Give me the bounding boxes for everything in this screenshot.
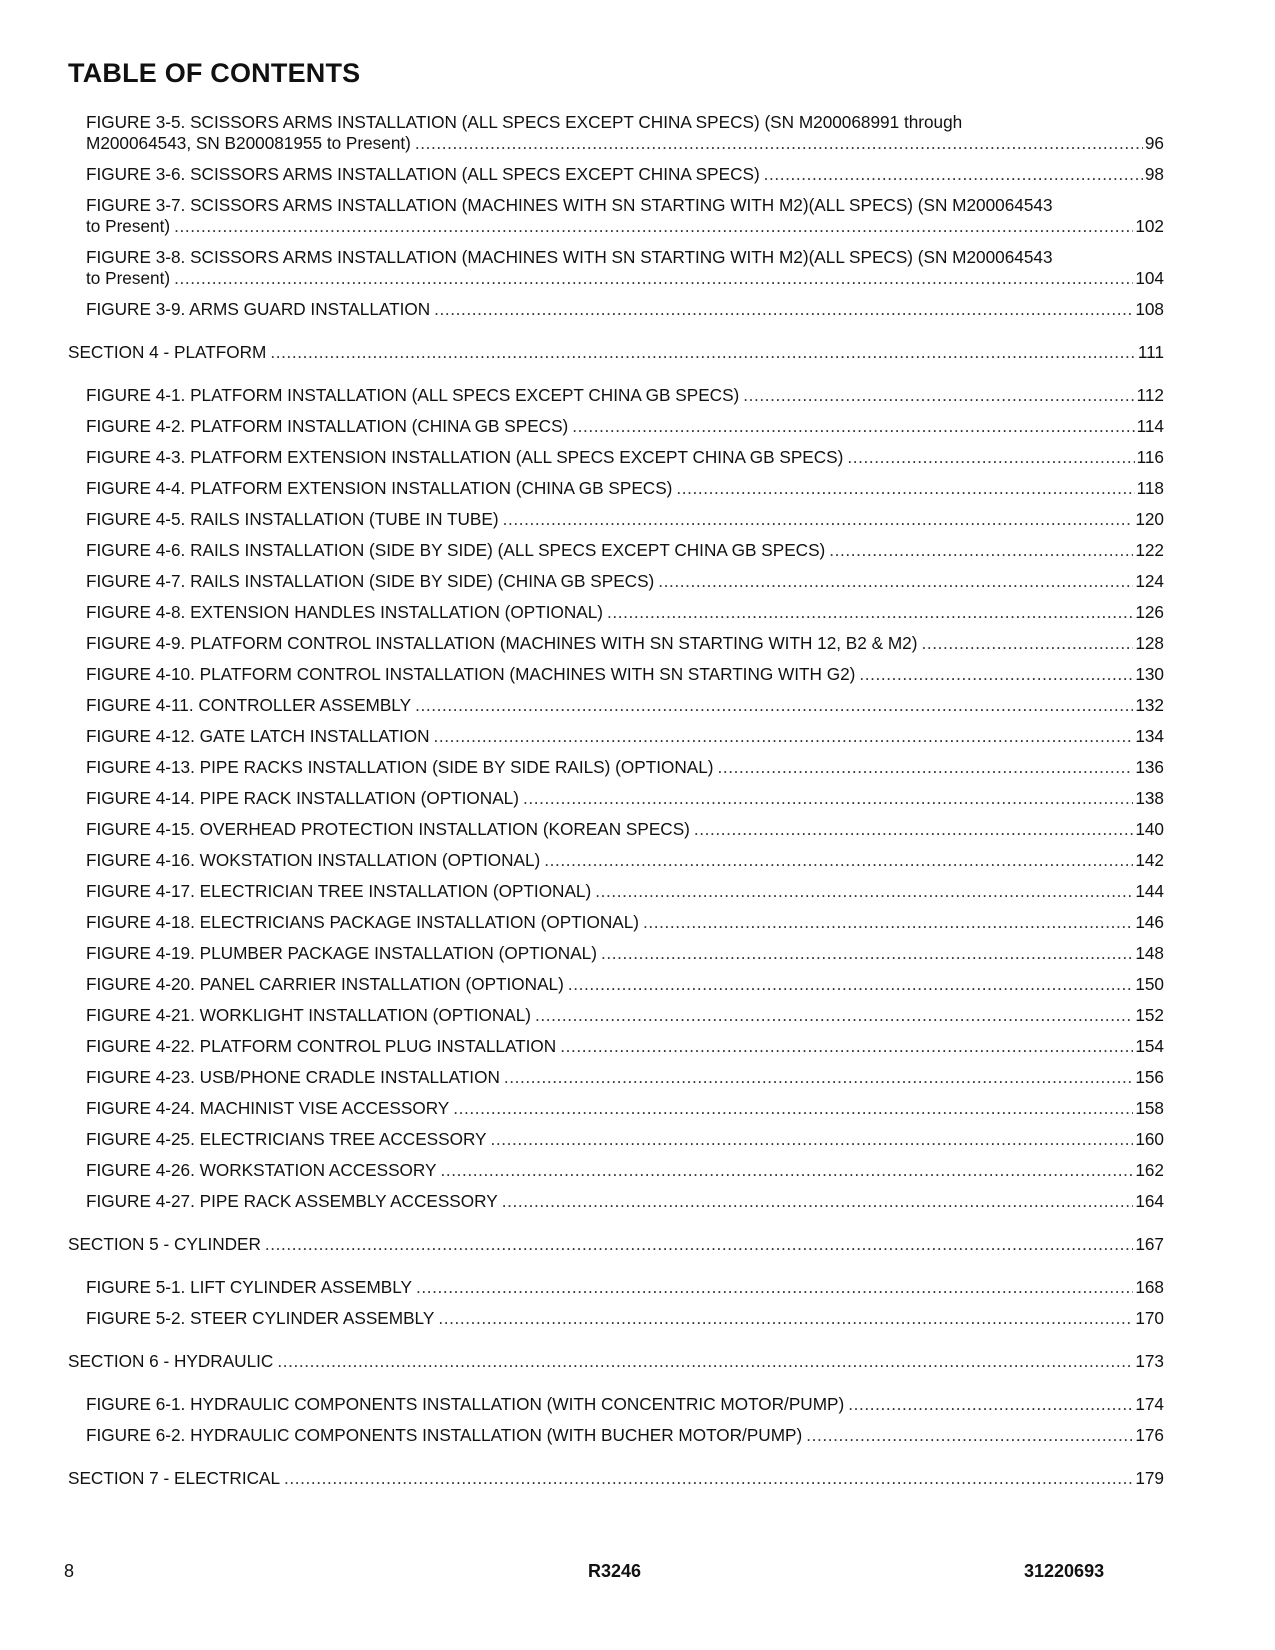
dot-leader [502, 1191, 1134, 1212]
toc-page-number: 168 [1135, 1277, 1164, 1297]
toc-figure-entry[interactable] [68, 195, 1164, 237]
dot-leader [434, 726, 1134, 747]
toc-page-number: 164 [1135, 1191, 1164, 1211]
toc-page-number: 108 [1135, 299, 1164, 319]
dot-leader [174, 216, 1133, 237]
toc-figure-entry[interactable] [68, 1098, 1164, 1119]
dot-leader [595, 881, 1133, 902]
toc-page-number: 152 [1135, 1005, 1164, 1025]
toc-page-number: 150 [1135, 974, 1164, 994]
dot-leader [829, 540, 1133, 561]
toc-figure-entry[interactable] [68, 943, 1164, 964]
toc-entry-title: FIGURE 4-3. PLATFORM EXTENSION INSTALLATION (ALL SPECS EXCEPT CHINA GB SPECS) [86, 447, 844, 467]
toc-page-number: 156 [1135, 1067, 1164, 1087]
toc-figure-entry[interactable] [68, 509, 1164, 530]
toc-figure-entry[interactable] [68, 112, 1164, 154]
toc-entry-title: FIGURE 4-7. RAILS INSTALLATION (SIDE BY SIDE) (CHINA GB SPECS) [86, 571, 655, 591]
dot-leader [718, 757, 1134, 778]
toc-figure-entry[interactable] [68, 695, 1164, 716]
toc-entry-title: FIGURE 3-9. ARMS GUARD INSTALLATION [86, 299, 431, 319]
toc-entry-title: FIGURE 4-20. PANEL CARRIER INSTALLATION (OPTIONAL) [86, 974, 564, 994]
toc-entry-title: FIGURE 6-1. HYDRAULIC COMPONENTS INSTALLATION (WITH CONCENTRIC MOTOR/PUMP) [86, 1394, 845, 1414]
dot-leader [270, 342, 1136, 363]
toc-figure-entry[interactable] [68, 881, 1164, 902]
toc-page-number: 96 [1144, 133, 1164, 153]
dot-leader [847, 447, 1134, 468]
toc-figure-entry[interactable] [68, 974, 1164, 995]
toc-figure-entry[interactable] [68, 1191, 1164, 1212]
toc-figure-entry[interactable] [68, 788, 1164, 809]
dot-leader [438, 1308, 1133, 1329]
toc-figure-entry[interactable] [68, 1425, 1164, 1446]
toc-figure-entry[interactable] [68, 299, 1164, 320]
toc-entry-title: FIGURE 4-21. WORKLIGHT INSTALLATION (OPTIONAL) [86, 1005, 532, 1025]
toc-entry-title: FIGURE 4-27. PIPE RACK ASSEMBLY ACCESSORY [86, 1191, 498, 1211]
toc-figure-entry[interactable] [68, 385, 1164, 406]
dot-leader [523, 788, 1133, 809]
toc-page-number: 179 [1135, 1468, 1164, 1488]
toc-figure-entry[interactable] [68, 164, 1164, 185]
toc-page-number: 176 [1135, 1425, 1164, 1445]
toc-figure-entry[interactable] [68, 247, 1164, 289]
toc-figure-entry[interactable] [68, 664, 1164, 685]
dot-leader [415, 695, 1133, 716]
toc-entry-title: FIGURE 4-15. OVERHEAD PROTECTION INSTALLATION (KOREAN SPECS) [86, 819, 690, 839]
toc-entry-title-line: FIGURE 3-8. SCISSORS ARMS INSTALLATION (MACHINES WITH SN STARTING WITH M2)(ALL SPECS) (SN M200064543 [86, 247, 1053, 267]
toc-page-number: 154 [1135, 1036, 1164, 1056]
toc-page-number: 140 [1135, 819, 1164, 839]
toc-figure-entry[interactable] [68, 633, 1164, 654]
toc-figure-entry[interactable] [68, 1308, 1164, 1329]
toc-entry-title-line: FIGURE 3-7. SCISSORS ARMS INSTALLATION (MACHINES WITH SN STARTING WITH M2)(ALL SPECS) (SN M200064543 [86, 195, 1053, 215]
toc-page-number: 132 [1135, 695, 1164, 715]
dot-leader [491, 1129, 1134, 1150]
toc-page-number: 162 [1135, 1160, 1164, 1180]
dot-leader [535, 1005, 1133, 1026]
toc-figure-entry[interactable] [68, 1129, 1164, 1150]
toc-entry-title: FIGURE 4-11. CONTROLLER ASSEMBLY [86, 695, 412, 715]
toc-page-number: 128 [1135, 633, 1164, 653]
dot-leader [416, 1277, 1133, 1298]
toc-page-number: 136 [1135, 757, 1164, 777]
toc-page-number: 160 [1135, 1129, 1164, 1149]
toc-figure-entry[interactable] [68, 912, 1164, 933]
toc-entry-title: FIGURE 6-2. HYDRAULIC COMPONENTS INSTALLATION (WITH BUCHER MOTOR/PUMP) [86, 1425, 803, 1445]
toc-entry-title: FIGURE 4-22. PLATFORM CONTROL PLUG INSTALLATION [86, 1036, 557, 1056]
dot-leader [743, 385, 1134, 406]
dot-leader [441, 1160, 1134, 1181]
toc-entry-title: to Present) [86, 216, 171, 236]
dot-leader [601, 943, 1133, 964]
dot-leader [284, 1468, 1133, 1489]
toc-figure-entry[interactable] [68, 540, 1164, 561]
toc-section-entry[interactable] [68, 1351, 1164, 1372]
toc-entry-title: SECTION 7 - ELECTRICAL [68, 1468, 281, 1488]
toc-figure-entry[interactable] [68, 819, 1164, 840]
dot-leader [174, 268, 1133, 289]
footer-page-number: 8 [64, 1561, 75, 1581]
toc-page-number: 167 [1135, 1234, 1164, 1254]
toc-entry-title: SECTION 4 - PLATFORM [68, 342, 267, 362]
dot-leader [694, 819, 1133, 840]
table-of-contents [68, 112, 1164, 1489]
toc-entry-title: SECTION 6 - HYDRAULIC [68, 1351, 274, 1371]
toc-entry-title: FIGURE 4-8. EXTENSION HANDLES INSTALLATION (OPTIONAL) [86, 602, 603, 622]
toc-page-number: 138 [1135, 788, 1164, 808]
toc-page-number: 170 [1135, 1308, 1164, 1328]
toc-figure-entry[interactable] [68, 850, 1164, 871]
dot-leader [434, 299, 1133, 320]
dot-leader [277, 1351, 1133, 1372]
toc-page-number: 104 [1135, 268, 1164, 288]
toc-page-number: 118 [1136, 478, 1164, 498]
toc-figure-entry[interactable] [68, 726, 1164, 747]
dot-leader [560, 1036, 1133, 1057]
toc-page-number: 144 [1135, 881, 1164, 901]
toc-page-number: 126 [1135, 602, 1164, 622]
dot-leader [503, 509, 1134, 530]
dot-leader [764, 164, 1143, 185]
toc-entry-title: FIGURE 4-23. USB/PHONE CRADLE INSTALLATION [86, 1067, 500, 1087]
toc-entry-title: FIGURE 4-19. PLUMBER PACKAGE INSTALLATION (OPTIONAL) [86, 943, 597, 963]
toc-entry-title: to Present) [86, 268, 171, 288]
toc-page-number: 174 [1135, 1394, 1164, 1414]
toc-figure-entry[interactable] [68, 602, 1164, 623]
toc-section-entry[interactable] [68, 1234, 1164, 1255]
toc-entry-title: FIGURE 4-5. RAILS INSTALLATION (TUBE IN TUBE) [86, 509, 499, 529]
toc-page-number: 124 [1135, 571, 1164, 591]
toc-figure-entry[interactable] [68, 757, 1164, 778]
toc-entry-title: M200064543, SN B200081955 to Present) [86, 133, 411, 153]
toc-page-number: 120 [1135, 509, 1164, 529]
toc-page-number: 112 [1136, 385, 1164, 405]
toc-entry-title: SECTION 5 - CYLINDER [68, 1234, 261, 1254]
dot-leader [504, 1067, 1133, 1088]
dot-leader [806, 1425, 1133, 1446]
dot-leader [572, 416, 1134, 437]
toc-page-number: 122 [1135, 540, 1164, 560]
toc-figure-entry[interactable] [68, 478, 1164, 499]
toc-figure-entry[interactable] [68, 1067, 1164, 1088]
dot-leader [544, 850, 1133, 871]
toc-entry-title: FIGURE 5-2. STEER CYLINDER ASSEMBLY [86, 1308, 435, 1328]
toc-entry-title: FIGURE 4-17. ELECTRICIAN TREE INSTALLATION (OPTIONAL) [86, 881, 592, 901]
toc-page-number: 148 [1135, 943, 1164, 963]
footer-doc-code: R3246 [588, 1561, 642, 1581]
toc-figure-entry[interactable] [68, 571, 1164, 592]
dot-leader [859, 664, 1133, 685]
toc-page-number: 158 [1135, 1098, 1164, 1118]
dot-leader [848, 1394, 1133, 1415]
dot-leader [676, 478, 1134, 499]
toc-entry-title: FIGURE 4-25. ELECTRICIANS TREE ACCESSORY [86, 1129, 487, 1149]
footer-doc-number: 31220693 [1024, 1561, 1105, 1581]
toc-entry-title-line: FIGURE 3-5. SCISSORS ARMS INSTALLATION (ALL SPECS EXCEPT CHINA SPECS) (SN M200068991 through [86, 112, 963, 132]
dot-leader [415, 133, 1143, 154]
toc-figure-entry[interactable] [68, 1394, 1164, 1415]
toc-entry-title: FIGURE 4-9. PLATFORM CONTROL INSTALLATION (MACHINES WITH SN STARTING WITH 12, B2 & M2) [86, 633, 918, 653]
toc-figure-entry[interactable] [68, 1005, 1164, 1026]
toc-entry-title: FIGURE 4-14. PIPE RACK INSTALLATION (OPTIONAL) [86, 788, 519, 808]
dot-leader [265, 1234, 1133, 1255]
toc-page-number: 173 [1135, 1351, 1164, 1371]
toc-section-entry[interactable] [68, 1468, 1164, 1489]
dot-leader [658, 571, 1133, 592]
toc-figure-entry[interactable] [68, 447, 1164, 468]
dot-leader [568, 974, 1133, 995]
toc-entry-title: FIGURE 4-2. PLATFORM INSTALLATION (CHINA GB SPECS) [86, 416, 569, 436]
dot-leader [921, 633, 1133, 654]
toc-entry-title: FIGURE 3-6. SCISSORS ARMS INSTALLATION (ALL SPECS EXCEPT CHINA SPECS) [86, 164, 760, 184]
page-title: TABLE OF CONTENTS [68, 58, 361, 88]
toc-page-number: 116 [1136, 447, 1164, 467]
toc-entry-title: FIGURE 4-16. WOKSTATION INSTALLATION (OPTIONAL) [86, 850, 541, 870]
toc-section-entry[interactable] [68, 342, 1164, 363]
toc-entry-title: FIGURE 4-26. WORKSTATION ACCESSORY [86, 1160, 437, 1180]
toc-page-number: 98 [1144, 164, 1164, 184]
toc-entry-title: FIGURE 4-18. ELECTRICIANS PACKAGE INSTALLATION (OPTIONAL) [86, 912, 639, 932]
dot-leader [643, 912, 1133, 933]
toc-entry-title: FIGURE 4-12. GATE LATCH INSTALLATION [86, 726, 430, 746]
toc-page-number: 146 [1135, 912, 1164, 932]
dot-leader [453, 1098, 1133, 1119]
toc-figure-entry[interactable] [68, 1277, 1164, 1298]
toc-page-number: 114 [1136, 416, 1164, 436]
toc-entry-title: FIGURE 4-10. PLATFORM CONTROL INSTALLATION (MACHINES WITH SN STARTING WITH G2) [86, 664, 856, 684]
toc-entry-title: FIGURE 4-4. PLATFORM EXTENSION INSTALLATION (CHINA GB SPECS) [86, 478, 673, 498]
toc-page-number: 134 [1135, 726, 1164, 746]
toc-figure-entry[interactable] [68, 1160, 1164, 1181]
toc-page-number: 102 [1135, 216, 1164, 236]
toc-figure-entry[interactable] [68, 416, 1164, 437]
toc-page-number: 142 [1135, 850, 1164, 870]
toc-page-number: 111 [1137, 342, 1164, 362]
toc-entry-title: FIGURE 4-24. MACHINIST VISE ACCESSORY [86, 1098, 450, 1118]
dot-leader [607, 602, 1133, 623]
toc-page-number: 130 [1135, 664, 1164, 684]
toc-entry-title: FIGURE 5-1. LIFT CYLINDER ASSEMBLY [86, 1277, 413, 1297]
toc-entry-title: FIGURE 4-1. PLATFORM INSTALLATION (ALL SPECS EXCEPT CHINA GB SPECS) [86, 385, 740, 405]
toc-entry-title: FIGURE 4-13. PIPE RACKS INSTALLATION (SIDE BY SIDE RAILS) (OPTIONAL) [86, 757, 714, 777]
toc-figure-entry[interactable] [68, 1036, 1164, 1057]
toc-entry-title: FIGURE 4-6. RAILS INSTALLATION (SIDE BY SIDE) (ALL SPECS EXCEPT CHINA GB SPECS) [86, 540, 826, 560]
